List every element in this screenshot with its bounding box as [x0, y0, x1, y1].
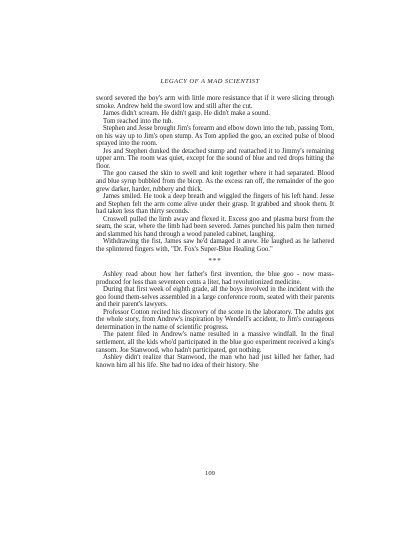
paragraph: Withdrawing the fist, James saw he'd damaged it anew. He laughed as he lathered the splintered fingers with, "Dr. Fox's Super-Blue Healing Goo." — [96, 238, 334, 253]
paragraph: Jes and Stephen dunked the detached stump and reattached it to Jimmy's remaining upper arm. The room was quiet, except for the sound of blue and red drops hitting the floor. — [96, 147, 334, 170]
paragraph: Stephen and Jesse brought Jim's forearm and elbow down into the tub, passing Tom, on his way up to Jim's open stump. As Tom applied the goo, an excited pulse of blood sprayed into the room. — [96, 125, 334, 148]
paragraph: Croswell pulled the limb away and flexed it. Excess goo and plasma burst from the seam, the scar, where the limb had been severed. James punched his palm then turned and slammed his hand through a wood paneled cabinet, laughing. — [96, 215, 334, 238]
page-number: 109 — [205, 470, 215, 477]
section-separator: *** — [208, 258, 222, 266]
paragraph: Ashley read about how her father's first invention, the blue goo - now mass-produced for less than seventeen cents a liter, had revolutionized medicine. — [96, 271, 334, 286]
paragraph: The patent filed in Andrew's name resulted in a massive windfall. In the final settlement, all the kids who'd participated in the blue goo experiment received a king's ransom. Joe Stanwood, who hadn't participated, got nothing. — [96, 331, 334, 354]
paragraph: Ashley didn't realize that Stanwood, the man who had just killed her father, had known him all his life. She had no idea of their history. She — [96, 354, 334, 369]
paragraph: Professor Cotton recited his discovery of the scene in the laboratory. The adults got the whole story, from Andrew's inspiration by Wendell's accident, to Jim's courageous determination in the name of scientific progress. — [96, 308, 334, 331]
paragraph: The goo caused the skin to swell and knit together where it had separated. Blood and blue syrup bubbled from the bicep. As the excess ran off, the remainder of the goo grew darker, harder, rubbery and thick. — [96, 170, 334, 193]
paragraph: Tom reached into the tub. — [103, 117, 174, 125]
paragraph: sword severed the boy's arm with little more resistance that if it were slicing through smoke. Andrew held the sword low and still after the cut. — [96, 95, 334, 110]
running-head: LEGACY OF A MAD SCIENTIST — [160, 78, 260, 85]
paragraph: James smiled. He took a deep breath and wiggled the fingers of his left hand. Jesse and Stephen felt the arm come alive under their grasp. It grabbed and shook them. It had taken less than thirty seconds. — [96, 193, 334, 216]
paragraph: During that first week of eighth grade, all the boys involved in the incident with the goo found them-selves assembled in a large conference room, seated with their parents and their parent's lawyers. — [96, 286, 334, 309]
body-text — [96, 95, 334, 369]
paragraph: James didn't scream. He didn't gasp. He didn't make a sound. — [103, 110, 270, 118]
